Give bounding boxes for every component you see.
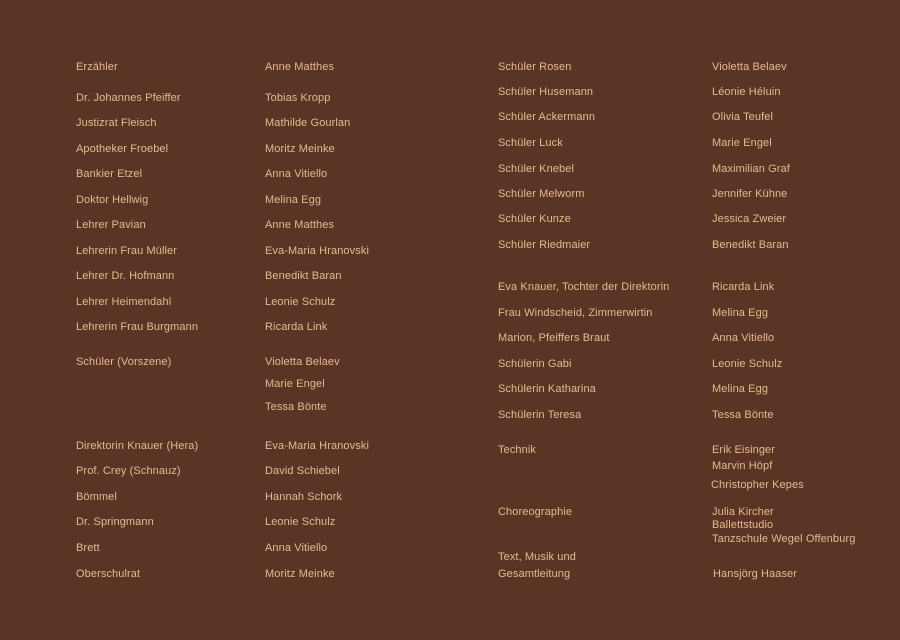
role-name: Prof. Crey (Schnauz) [76,465,181,477]
actor-name: Christopher Kepes [711,479,804,491]
actor-name: Moritz Meinke [265,568,335,580]
actor-name: Anna Vitiello [265,542,328,554]
role-name: Schüler (Vorszene) [76,356,172,368]
actor-name: Tanzschule Wegel Offenburg [712,533,856,545]
role-name: Schülerin Gabi [498,358,572,370]
actor-name: Leonie Schulz [712,358,783,370]
actor-name: Eva-Maria Hranovski [265,440,369,452]
role-name: Schüler Kunze [498,213,571,225]
actor-name: Marvin Höpf [712,460,773,472]
role-name: Eva Knauer, Tochter der Direktorin [498,281,670,293]
actor-name: Anna Vitiello [265,168,328,180]
role-name: Schüler Knebel [498,163,575,175]
actor-name: Tobias Kropp [265,92,331,104]
actor-name: David Schiebel [265,465,340,477]
role-name: Lehrerin Frau Müller [76,245,178,257]
actor-name: Violetta Belaev [712,61,787,73]
actor-name: Anna Vitiello [712,332,775,344]
role-name: Frau Windscheid, Zimmerwirtin [498,307,653,319]
actor-name: Moritz Meinke [265,143,335,155]
role-name: Schüler Husemann [498,86,594,98]
role-name: Direktorin Knauer (Hera) [76,440,199,452]
role-name: Schüler Riedmaier [498,239,591,251]
actor-name: Mathilde Gourlan [265,117,351,129]
role-name: Justizrat Fleisch [76,117,157,129]
actor-name: Anne Matthes [265,61,335,73]
actor-name: Anne Matthes [265,219,335,231]
actor-name: Hansjörg Haaser [713,568,798,580]
actor-name: Olivia Teufel [712,111,774,123]
actor-name: Marie Engel [712,137,772,149]
role-name: Lehrer Dr. Hofmann [76,270,175,282]
role-name: Text, Musik und [498,551,576,563]
role-name: Schüler Rosen [498,61,572,73]
role-name: Schülerin Katharina [498,383,596,395]
actor-name: Marie Engel [265,378,325,390]
actor-name: Leonie Schulz [265,296,336,308]
role-name: Lehrerin Frau Burgmann [76,321,199,333]
actor-name: Ballettstudio [712,519,774,531]
actor-name: Jessica Zweier [712,213,787,225]
actor-name: Violetta Belaev [265,356,340,368]
actor-name: Léonie Héluin [712,86,781,98]
actor-name: Jennifer Kühne [712,188,788,200]
role-name: Bankier Etzel [76,168,143,180]
actor-name: Melina Egg [712,307,769,319]
role-name: Bömmel [76,491,117,503]
actor-name: Benedikt Baran [712,239,789,251]
actor-name: Melina Egg [712,383,769,395]
actor-name: Hannah Schork [265,491,343,503]
role-name: Doktor Hellwig [76,194,149,206]
actor-name: Tessa Bönte [265,401,327,413]
actor-name: Tessa Bönte [712,409,774,421]
role-name: Lehrer Pavian [76,219,146,231]
actor-name: Eva-Maria Hranovski [265,245,369,257]
role-name: Schüler Melworm [498,188,585,200]
role-name: Technik [498,444,536,456]
role-name: Dr. Springmann [76,516,154,528]
actor-name: Erik Eisinger [712,444,776,456]
role-name: Brett [76,542,100,554]
actor-name: Melina Egg [265,194,322,206]
role-name: Gesamtleitung [498,568,571,580]
role-name: Apotheker Froebel [76,143,169,155]
actor-name: Julia Kircher [712,506,774,518]
role-name: Oberschulrat [76,568,141,580]
actor-name: Ricarda Link [712,281,775,293]
role-name: Schüler Luck [498,137,563,149]
role-name: Dr. Johannes Pfeiffer [76,92,181,104]
role-name: Schüler Ackermann [498,111,596,123]
actor-name: Ricarda Link [265,321,328,333]
actor-name: Leonie Schulz [265,516,336,528]
role-name: Erzähler [76,61,118,73]
role-name: Schülerin Teresa [498,409,582,421]
actor-name: Maximilian Graf [712,163,790,175]
actor-name: Benedikt Baran [265,270,342,282]
role-name: Marion, Pfeiffers Braut [498,332,610,344]
role-name: Lehrer Heimendahl [76,296,172,308]
role-name: Choreographie [498,506,573,518]
